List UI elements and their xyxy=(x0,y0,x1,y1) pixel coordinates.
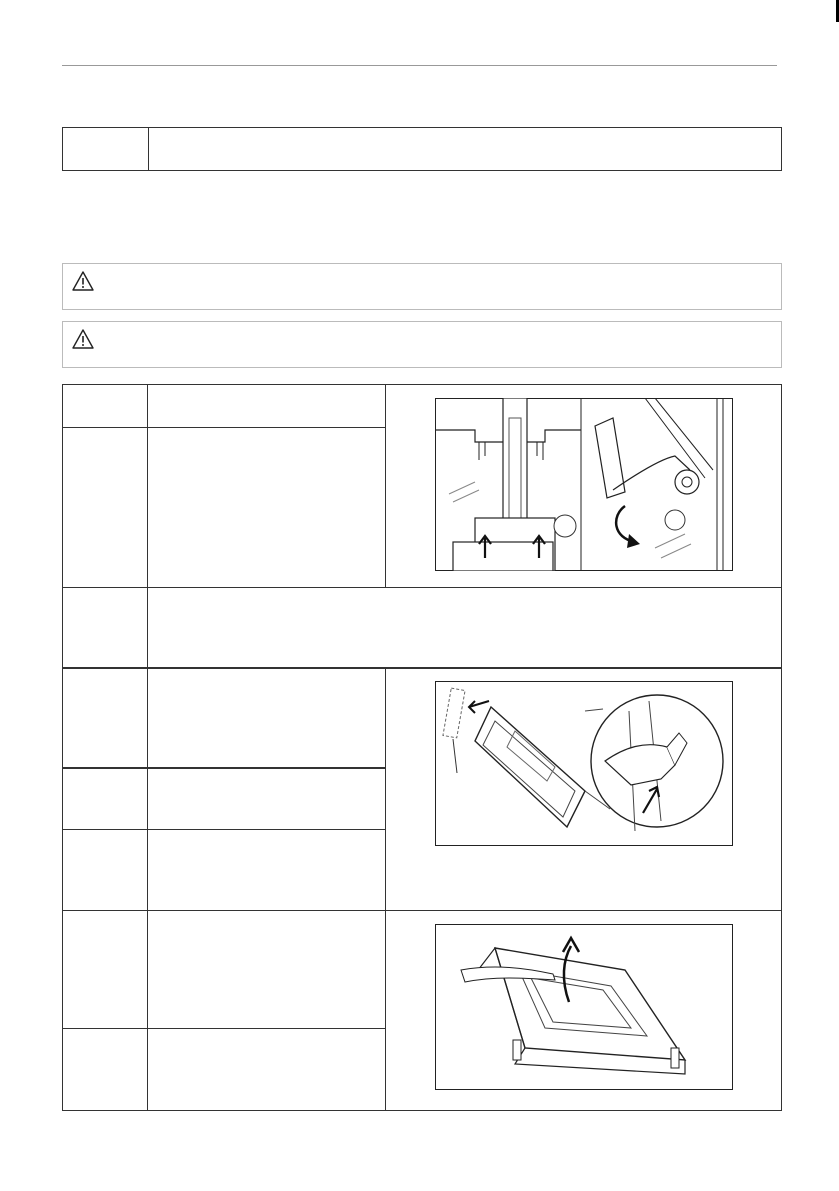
figure-column-divider xyxy=(385,384,386,587)
row-divider xyxy=(62,667,782,669)
door-trim-removal-illustration xyxy=(435,681,733,846)
row-divider xyxy=(62,910,782,911)
warning-box xyxy=(62,321,782,368)
step-table-top xyxy=(62,127,782,171)
warning-box xyxy=(62,263,782,310)
row-divider xyxy=(62,427,385,428)
warning-triangle-icon xyxy=(71,270,95,292)
row-divider xyxy=(62,1028,385,1029)
row-divider xyxy=(62,829,385,830)
glass-panel-removal-illustration xyxy=(435,924,733,1090)
figure-column-divider xyxy=(385,668,386,1110)
warning-triangle-icon xyxy=(71,328,95,350)
step-number-column-divider xyxy=(147,384,148,1110)
door-hinge-illustration xyxy=(435,398,733,571)
header-rule xyxy=(62,65,777,66)
step-number-divider xyxy=(148,128,149,170)
row-divider xyxy=(62,587,782,588)
row-divider xyxy=(62,767,385,769)
